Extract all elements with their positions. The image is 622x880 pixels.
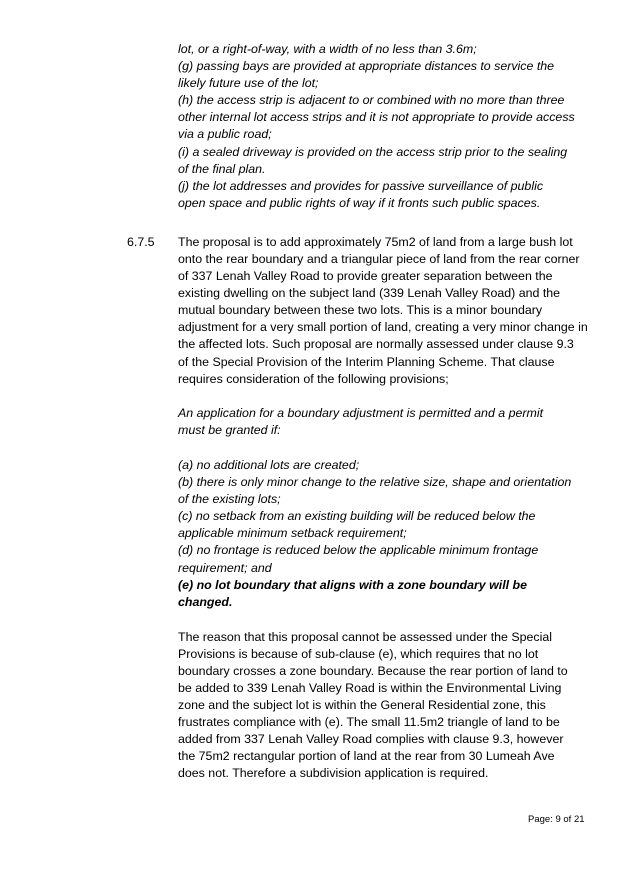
- list-line: lot, or a right-of-way, with a width of no less than 3.6m;: [178, 42, 477, 56]
- quote-line: (c) no setback from an existing building will be reduced below the: [178, 509, 536, 523]
- list-line: of the final plan.: [178, 162, 266, 176]
- list-line: likely future use of the lot;: [178, 76, 319, 90]
- paragraph-line: requires consideration of the following provisions;: [178, 372, 449, 386]
- paragraph-line: adjustment for a very small portion of land, creating a very minor change in: [178, 320, 588, 334]
- paragraph-line: boundary crosses a zone boundary. Because the rear portion of land to: [178, 664, 568, 678]
- paragraph-line: of the Special Provision of the Interim Planning Scheme. That clause: [178, 355, 555, 369]
- quote-line: (a) no additional lots are created;: [178, 458, 360, 472]
- quote-line: An application for a boundary adjustment is permitted and a permit: [178, 406, 544, 420]
- quote-line: must be granted if:: [178, 423, 281, 437]
- list-line: open space and public rights of way if it fronts such public spaces.: [178, 196, 541, 210]
- list-line: (h) the access strip is adjacent to or combined with no more than three: [178, 93, 565, 107]
- paragraph-line: frustrates compliance with (e). The small 11.5m2 triangle of land to be: [178, 715, 560, 729]
- list-line: (g) passing bays are provided at appropriate distances to service the: [178, 59, 555, 73]
- section-number: 6.7.5: [127, 235, 155, 249]
- paragraph-line: be added to 339 Lenah Valley Road is within the Environmental Living: [178, 681, 562, 695]
- paragraph-line: The proposal is to add approximately 75m2 of land from a large bush lot: [178, 235, 573, 249]
- page-number: Page: 9 of 21: [528, 814, 585, 825]
- quote-line: (d) no frontage is reduced below the applicable minimum frontage: [178, 543, 539, 557]
- paragraph-line: mutual boundary between these two lots. This is a minor boundary: [178, 303, 543, 317]
- paragraph-line: of 337 Lenah Valley Road to provide greater separation between the: [178, 269, 553, 283]
- paragraph-line: the affected lots. Such proposal are normally assessed under clause 9.3: [178, 337, 574, 351]
- quote-line-bold: changed.: [178, 595, 233, 609]
- quote-line: (b) there is only minor change to the relative size, shape and orientation: [178, 475, 572, 489]
- paragraph-line: The reason that this proposal cannot be assessed under the Special: [178, 630, 553, 644]
- paragraph-line: Provisions is because of sub-clause (e), which requires that no lot: [178, 647, 539, 661]
- paragraph-line: added from 337 Lenah Valley Road complies with clause 9.3, however: [178, 732, 564, 746]
- quote-line: applicable minimum setback requirement;: [178, 526, 407, 540]
- list-line: (j) the lot addresses and provides for passive surveillance of public: [178, 179, 544, 193]
- paragraph-line: onto the rear boundary and a triangular piece of land from the rear corner: [178, 252, 580, 266]
- paragraph-line: does not. Therefore a subdivision application is required.: [178, 766, 489, 780]
- list-line: via a public road;: [178, 127, 272, 141]
- paragraph-line: existing dwelling on the subject land (339 Lenah Valley Road) and the: [178, 286, 561, 300]
- quote-line: of the existing lots;: [178, 492, 281, 506]
- list-line: (i) a sealed driveway is provided on the access strip prior to the sealing: [178, 145, 568, 159]
- paragraph-line: zone and the subject lot is within the General Residential zone, this: [178, 698, 546, 712]
- quote-line-bold: (e) no lot boundary that aligns with a zone boundary will be: [178, 578, 528, 592]
- paragraph-line: the 75m2 rectangular portion of land at the rear from 30 Lumeah Ave: [178, 749, 555, 763]
- quote-line: requirement; and: [178, 561, 272, 575]
- list-line: other internal lot access strips and it is not appropriate to provide access: [178, 110, 575, 124]
